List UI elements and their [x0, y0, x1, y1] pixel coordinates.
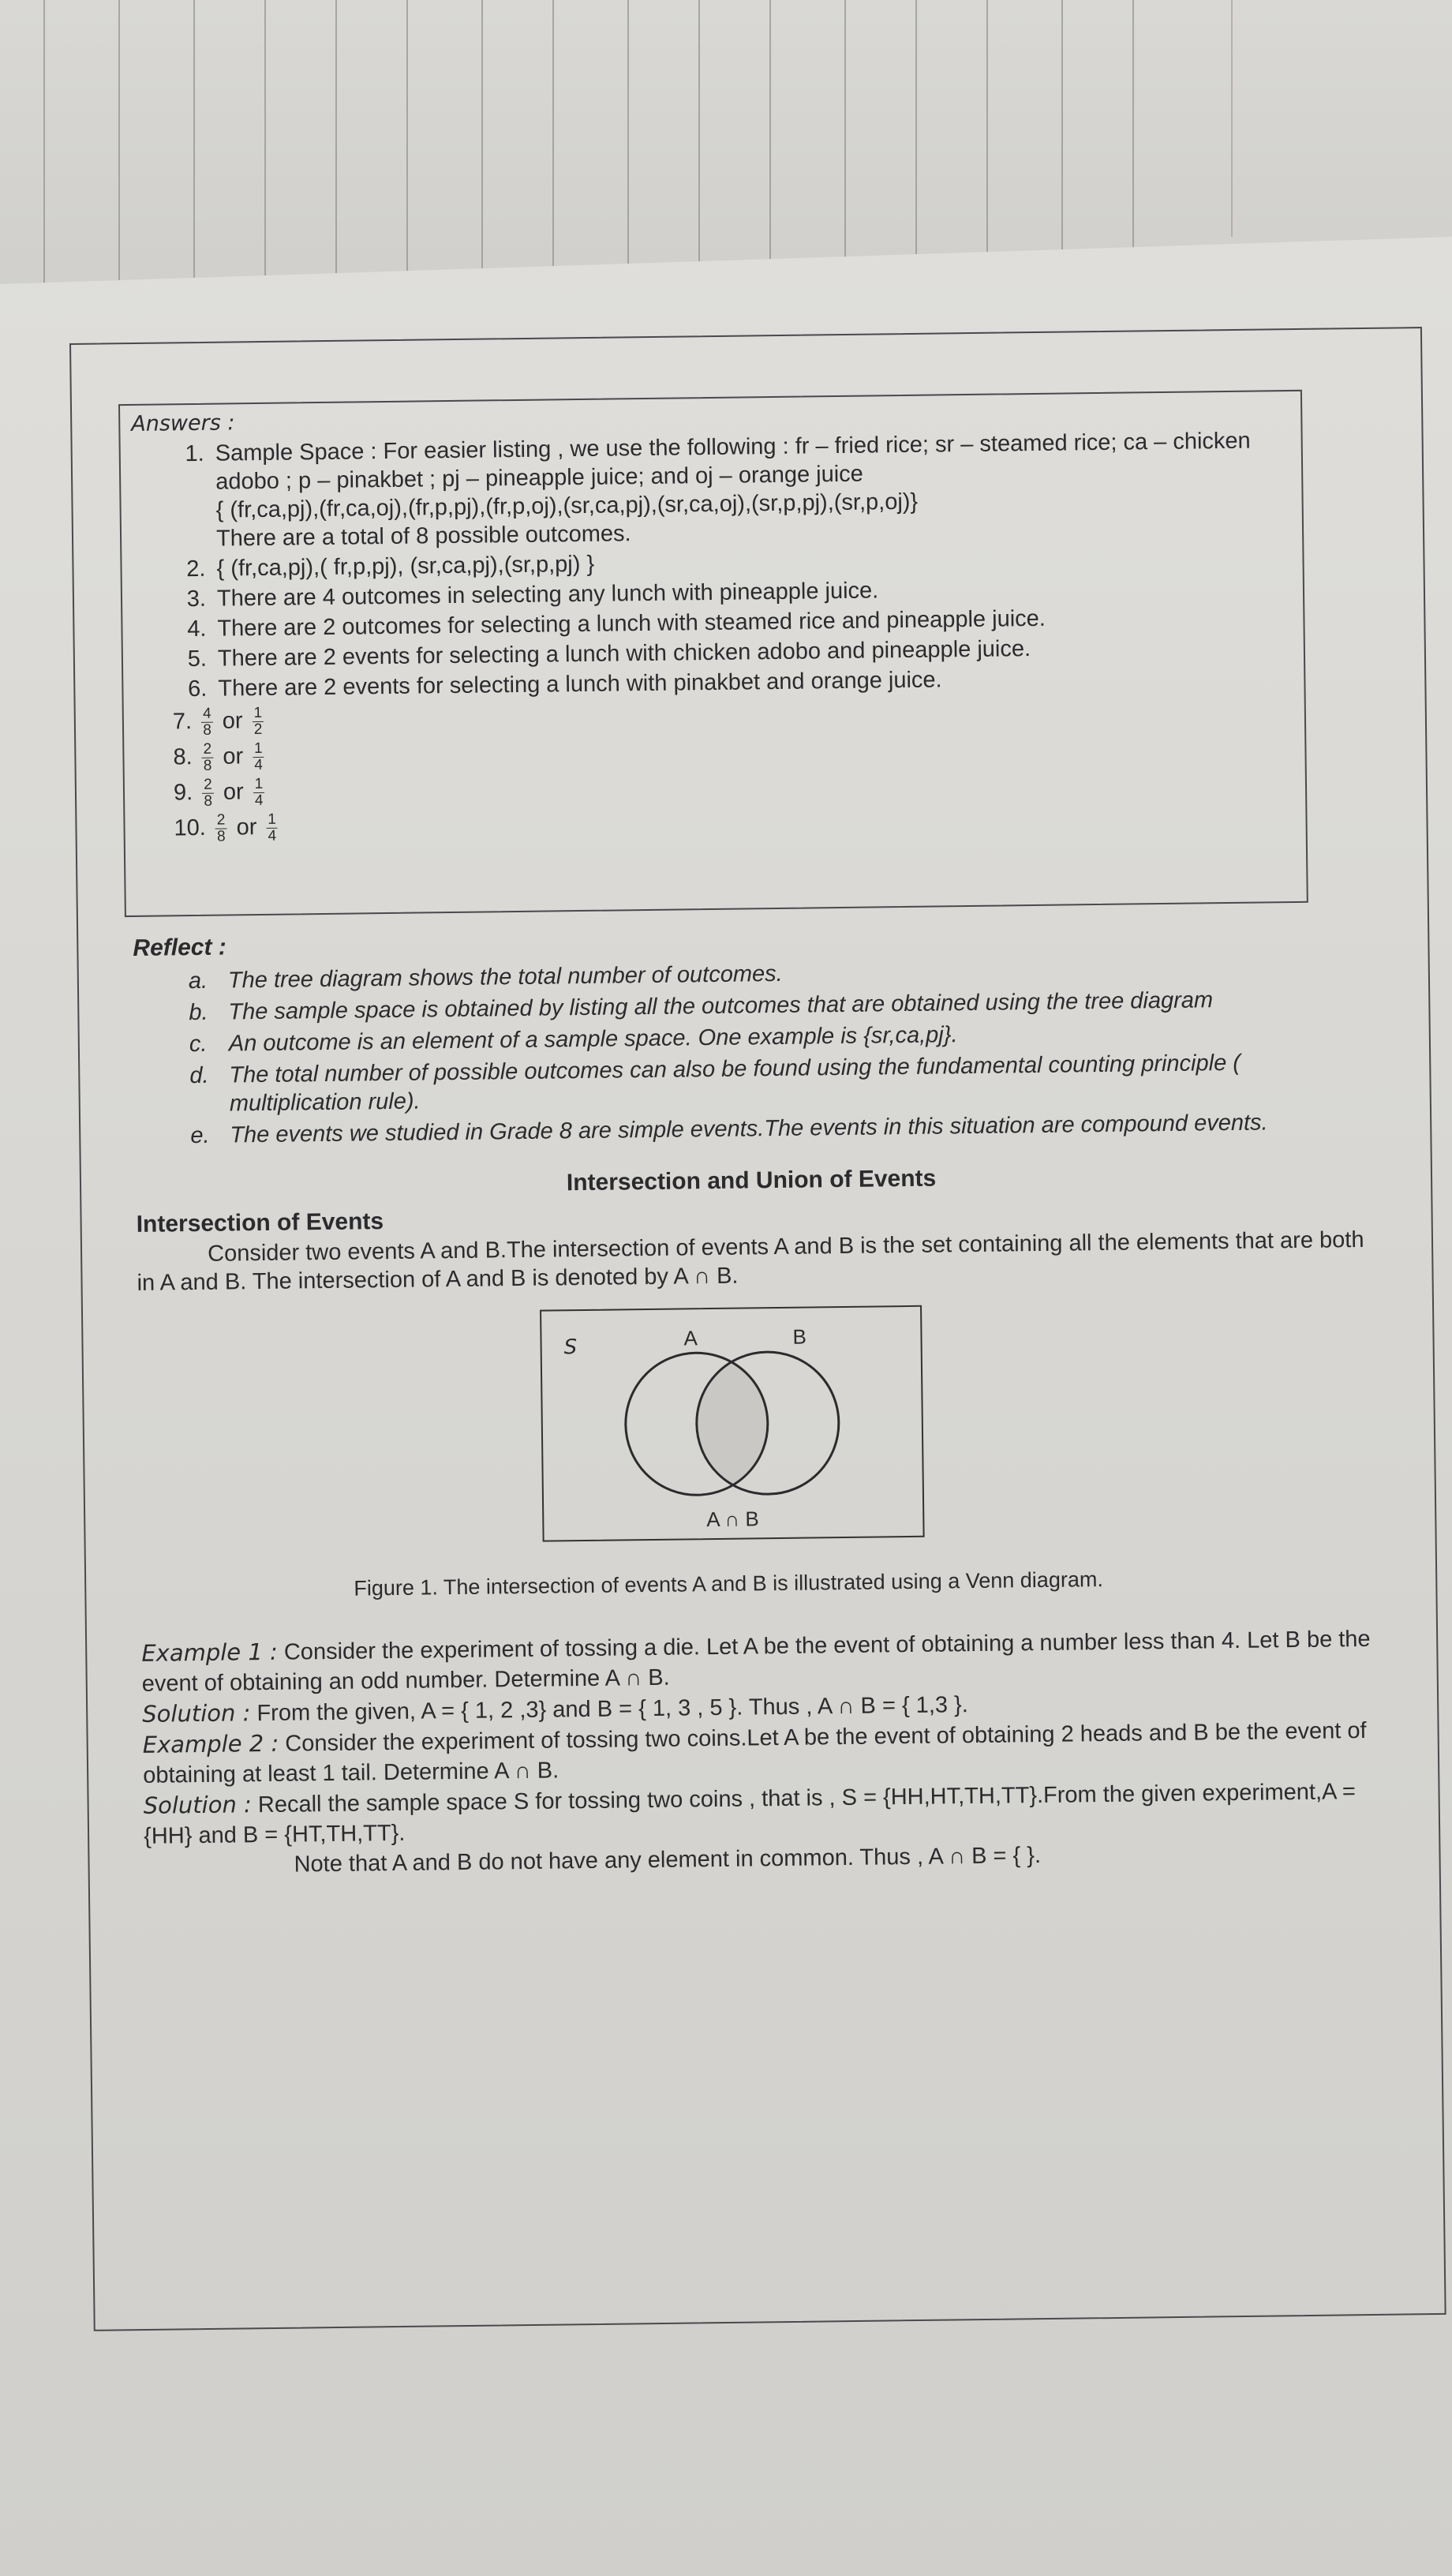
answer-item-2: 2. { (fr,ca,pj),( fr,p,pj), (sr,ca,pj),(sr,p,pj) }	[211, 541, 1286, 583]
answer-item-5: 5. There are 2 events for selecting a lunch with chicken adobo and pineapple juice.	[213, 631, 1288, 673]
answer-item-3: 3. There are 4 outcomes in selecting any lunch with pineapple juice.	[212, 571, 1287, 613]
fraction-answer-10: 10. $\frac{2}{8}$ or $\frac{1}{4}$	[174, 811, 277, 845]
answer-item-4: 4. There are 2 outcomes for selecting a lunch with steamed rice and pineapple juice.	[212, 601, 1287, 643]
venn-label-ab: A ∩ B	[706, 1507, 759, 1532]
answers-box	[118, 390, 1308, 917]
solution-2-note: Note that A and B do not have any element in common. Thus , A ∩ B = { }.	[294, 1842, 1042, 1878]
example-2: Example 2 : Consider the experiment of tossing two coins.Let A be the event of obtaining 2 heads and B be the event of obtaining at least 1 tail. Determine A ∩ B.	[142, 1717, 1367, 1788]
solution-1: Solution : From the given, A = { 1, 2 ,3} and B = { 1, 3 , 5 }. Thus , A ∩ B = { 1,3 }.	[142, 1692, 969, 1728]
fraction-answer-8: 8. $\frac{2}{8}$ or $\frac{1}{4}$	[173, 739, 264, 774]
fraction-answers	[135, 693, 1290, 846]
section-title: Intersection and Union of Events	[566, 1165, 937, 1196]
reflect-item-b: b. The sample space is obtained by listing all the outcomes that are obtained using the tree diagram	[189, 987, 1214, 1026]
venn-label-b: B	[792, 1324, 807, 1349]
venn-label-a: A	[683, 1326, 698, 1350]
reflect-item-e: e. The events we studied in Grade 8 are simple events.The events in this situation are compound events.	[190, 1110, 1268, 1149]
answer-1-set: { (fr,ca,pj),(fr,ca,oj),(fr,p,pj),(fr,p,oj),(sr,ca,pj),(sr,ca,oj),(sr,p,pj),(sr,p,oj)}	[215, 489, 919, 523]
answer-item-1: 1. Sample Space : For easier listing , we use the following : fr – fried rice; sr – steamed rice; ca – chicken adobo ; p – pinakbet ; pj – pineapple juice; and oj – orange juice { (fr,ca,pj),(fr,ca,oj),(fr,p,pj),(fr,p,oj),(sr,ca,pj),(sr,ca,oj),(sr,p,pj),(sr,p,oj)} There are a total of 8 possible outcomes.	[211, 426, 1287, 553]
reflect-item-c: c. An outcome is an element of a sample space. One example is {sr,ca,pj}.	[189, 1022, 958, 1058]
answer-item-6: 6. There are 2 events for selecting a lunch with pinakbet and orange juice.	[213, 661, 1288, 703]
example-1: Example 1 : Consider the experiment of tossing a die. Let A be the event of obtaining a number less than 4. Let B be the event of obtaining an odd number. Determine A ∩ B.	[141, 1626, 1371, 1697]
reflect-heading: Reflect :	[133, 934, 226, 961]
reflect-item-a: a. The tree diagram shows the total number of outcomes.	[188, 960, 783, 994]
answer-1-total: There are a total of 8 possible outcomes.	[215, 521, 631, 552]
reflect-item-d: d. The total number of possible outcomes can also be found using the fundamental counting principle ( multiplication rule).	[189, 1050, 1241, 1117]
fraction-answer-7: 7. $\frac{4}{8}$ or $\frac{1}{2}$	[172, 704, 263, 739]
intersection-paragraph: Consider two events A and B.The intersection of events A and B is the set containing all the elements that are both in A and B. The intersection of A and B is denoted by A ∩ B.	[137, 1226, 1364, 1296]
answers-list	[132, 426, 1289, 704]
answers-heading: Answers :	[131, 410, 235, 436]
fraction-answer-9: 9. $\frac{2}{8}$ or $\frac{1}{4}$	[173, 775, 264, 810]
venn-label-s: S	[563, 1335, 578, 1360]
reflect-list	[133, 953, 1367, 1151]
page-content	[126, 389, 1375, 1881]
figure-caption: Figure 1. The intersection of events A and B is illustrated using a Venn diagram.	[354, 1567, 1104, 1601]
examples	[141, 1623, 1375, 1881]
venn-diagram	[540, 1305, 925, 1542]
solution-2: Solution : Recall the sample space S for tossing two coins , that is , S = {HH,HT,TH,TT}.From the given experiment,A = {HH} and B = {HT,TH,TT}.	[143, 1779, 1356, 1849]
intersection-heading: Intersection of Events	[136, 1208, 384, 1237]
